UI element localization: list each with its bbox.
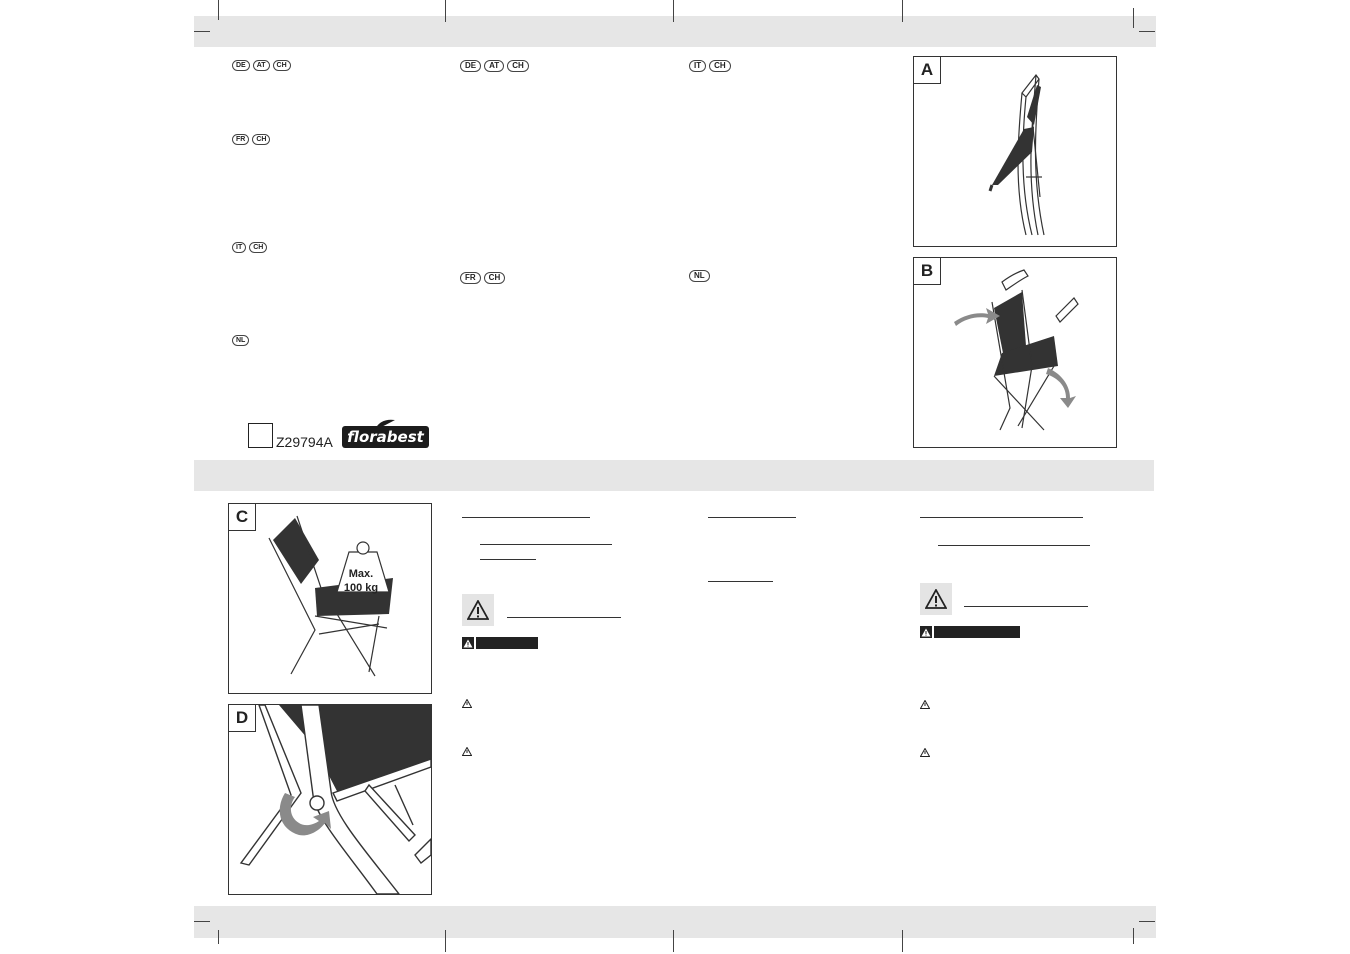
subheading-underline: [938, 545, 1090, 546]
max-weight-line1: Max.: [348, 568, 374, 580]
warning-triangle-icon: [920, 700, 930, 709]
warning-box: [462, 594, 494, 626]
country-flags-fr: [232, 134, 270, 145]
max-weight-line2: 100 kg: [343, 582, 379, 594]
chair-max-load-illustration: [229, 504, 431, 693]
crop-mark: [1133, 928, 1134, 944]
brand-name: florabest: [347, 428, 424, 446]
crop-mark: [673, 0, 674, 22]
heading-underline: [920, 517, 1083, 518]
unfolding-chair-illustration: [914, 258, 1116, 447]
warning-triangle-icon: [921, 628, 931, 637]
country-flags-fr-col2: [460, 272, 505, 284]
country-flags-de-col2: [460, 60, 529, 72]
leaf-icon: [374, 418, 396, 430]
figure-a-label: A: [914, 57, 941, 84]
flag-de: DE: [232, 60, 250, 71]
warning-label-bar: [462, 637, 538, 649]
crop-mark: [445, 0, 446, 22]
flag-ch: CH: [709, 60, 731, 72]
heading-underline: [708, 581, 773, 582]
hinge-detail-illustration: [229, 705, 431, 894]
figure-d: [228, 704, 432, 895]
flag-ch: CH: [484, 272, 506, 284]
country-flags-it: [232, 242, 267, 253]
crop-mark: [1133, 8, 1134, 28]
warning-triangle-icon: [462, 747, 472, 756]
flag-fr: FR: [460, 272, 481, 284]
top-band: [194, 16, 1156, 47]
crop-mark: [194, 921, 210, 922]
figure-c-label: C: [229, 504, 256, 531]
figure-d-label: D: [229, 705, 256, 732]
warning-triangle-icon: [462, 699, 472, 708]
bottom-band: [194, 906, 1156, 938]
crop-mark: [1139, 31, 1155, 32]
crop-mark: [218, 0, 219, 20]
subheading-underline: [480, 544, 612, 545]
figure-b-label: B: [914, 258, 941, 285]
heading-underline: [708, 517, 796, 518]
flag-ch: CH: [273, 60, 291, 71]
flag-de: DE: [460, 60, 481, 72]
product-code: Z29794A: [276, 434, 333, 450]
middle-band: [194, 460, 1154, 491]
flag-it: IT: [232, 242, 246, 253]
crop-mark: [445, 930, 446, 952]
crop-mark: [673, 930, 674, 952]
crop-mark: [194, 31, 210, 32]
crop-mark: [902, 930, 903, 952]
flag-ch: CH: [252, 134, 270, 145]
warning-triangle-icon: [463, 639, 473, 648]
country-flags-de: [232, 60, 291, 71]
folded-chair-illustration: [914, 57, 1116, 246]
flag-ch: CH: [507, 60, 529, 72]
flag-at: AT: [484, 60, 504, 72]
flag-it: IT: [689, 60, 706, 72]
warning-triangle-icon: [920, 748, 930, 757]
figure-b: [913, 257, 1117, 448]
country-flags-nl-col3: [689, 270, 710, 282]
figure-a: [913, 56, 1117, 247]
heading-underline: [462, 517, 590, 518]
flag-at: AT: [253, 60, 270, 71]
warning-triangle-icon: [925, 589, 947, 609]
flag-nl: NL: [232, 335, 249, 346]
crop-mark: [218, 930, 219, 944]
crop-mark: [902, 0, 903, 22]
flag-ch: CH: [249, 242, 267, 253]
checkbox-square: [248, 423, 273, 448]
subheading-underline: [480, 559, 536, 560]
flag-fr: FR: [232, 134, 249, 145]
crop-mark: [1139, 921, 1155, 922]
safety-heading-underline: [964, 606, 1088, 607]
warning-triangle-icon: [467, 600, 489, 620]
figure-c: [228, 503, 432, 694]
country-flags-it-col3: [689, 60, 731, 72]
country-flags-nl: [232, 335, 249, 346]
warning-box: [920, 583, 952, 615]
flag-nl: NL: [689, 270, 710, 282]
safety-heading-underline: [507, 617, 621, 618]
warning-label-bar: [920, 626, 1020, 638]
